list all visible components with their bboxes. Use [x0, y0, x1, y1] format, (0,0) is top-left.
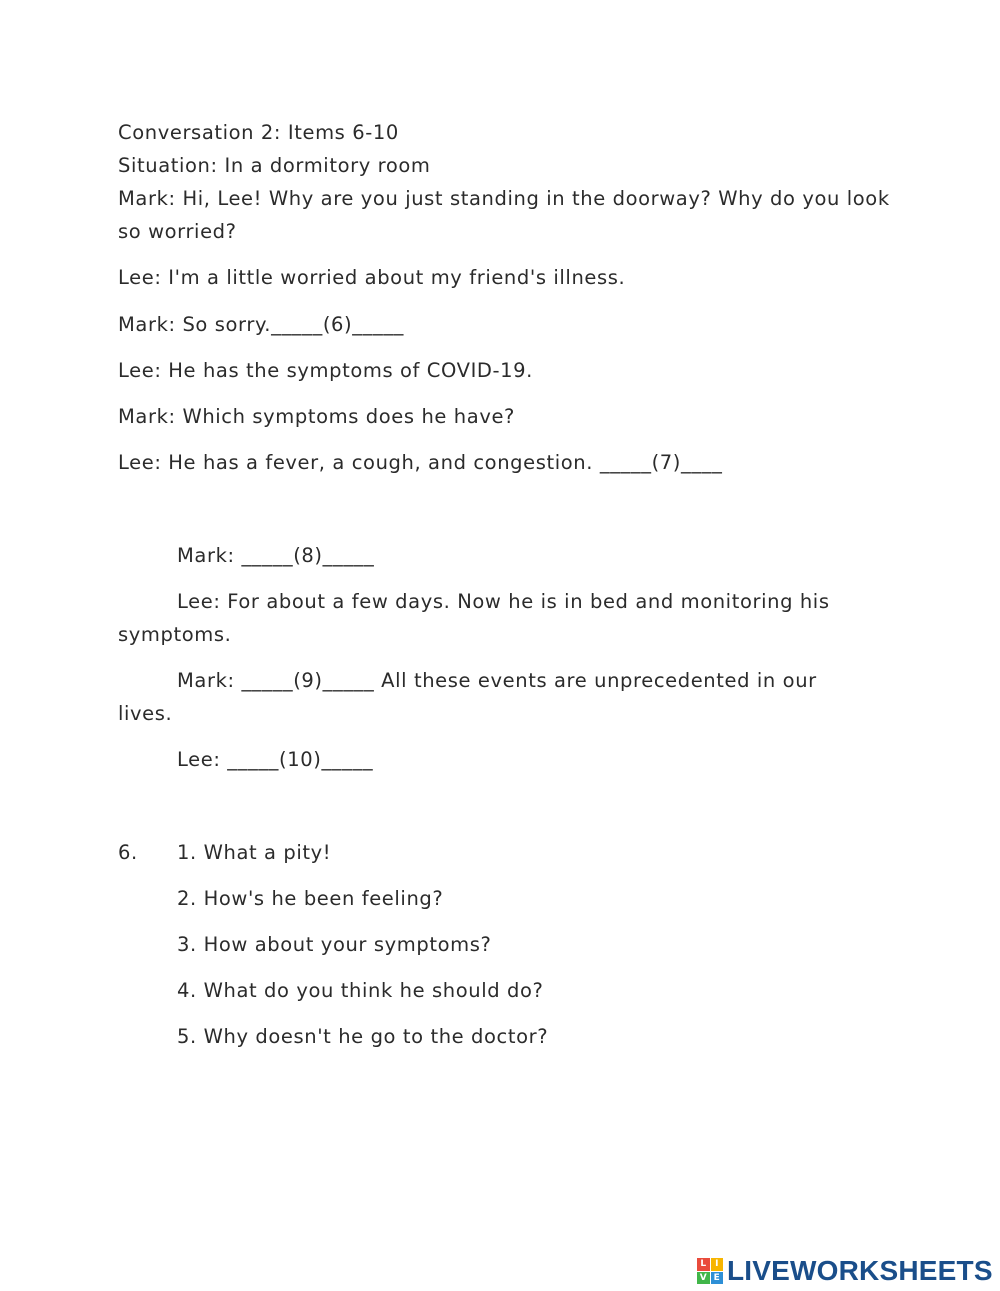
dialogue-line-mark-4: Mark: _____(8)_____	[177, 544, 375, 567]
dialogue-line-mark-1b: so worried?	[118, 220, 237, 243]
answer-option: 4. What do you think he should do?	[177, 979, 544, 1002]
dialogue-line-mark-5a: Mark: _____(9)_____ All these events are unprecedented in our	[177, 669, 817, 692]
logo-tile: I	[711, 1258, 724, 1271]
answer-option: 3. How about your symptoms?	[177, 933, 492, 956]
dialogue-line-lee-4b: symptoms.	[118, 623, 232, 646]
dialogue-line-lee-2: Lee: He has the symptoms of COVID-19.	[118, 359, 533, 382]
answer-option: 2. How's he been feeling?	[177, 887, 444, 910]
conversation-title: Conversation 2: Items 6-10	[118, 121, 399, 144]
logo-tile: V	[697, 1272, 710, 1285]
dialogue-line-mark-1a: Mark: Hi, Lee! Why are you just standing in the doorway? Why do you look	[118, 187, 890, 210]
situation-line: Situation: In a dormitory room	[118, 154, 431, 177]
answer-option: 1. What a pity!	[177, 841, 332, 864]
answer-option: 5. Why doesn't he go to the doctor?	[177, 1025, 549, 1048]
dialogue-line-lee-1: Lee: I'm a little worried about my friend's illness.	[118, 266, 626, 289]
dialogue-line-lee-3: Lee: He has a fever, a cough, and congestion. _____(7)____	[118, 451, 723, 474]
logo-tile: E	[711, 1272, 724, 1285]
dialogue-line-mark-5b: lives.	[118, 702, 173, 725]
logo-tile: L	[697, 1258, 710, 1271]
dialogue-line-mark-2: Mark: So sorry._____(6)_____	[118, 313, 405, 336]
dialogue-line-lee-4a: Lee: For about a few days. Now he is in bed and monitoring his	[177, 590, 830, 613]
dialogue-line-mark-3: Mark: Which symptoms does he have?	[118, 405, 516, 428]
logo-mark-icon	[697, 1258, 723, 1284]
dialogue-line-lee-5: Lee: _____(10)_____	[177, 748, 374, 771]
liveworksheets-logo	[697, 1256, 993, 1286]
logo-text: LIVEWORKSHEETS	[727, 1255, 993, 1286]
question-number: 6.	[118, 841, 138, 864]
